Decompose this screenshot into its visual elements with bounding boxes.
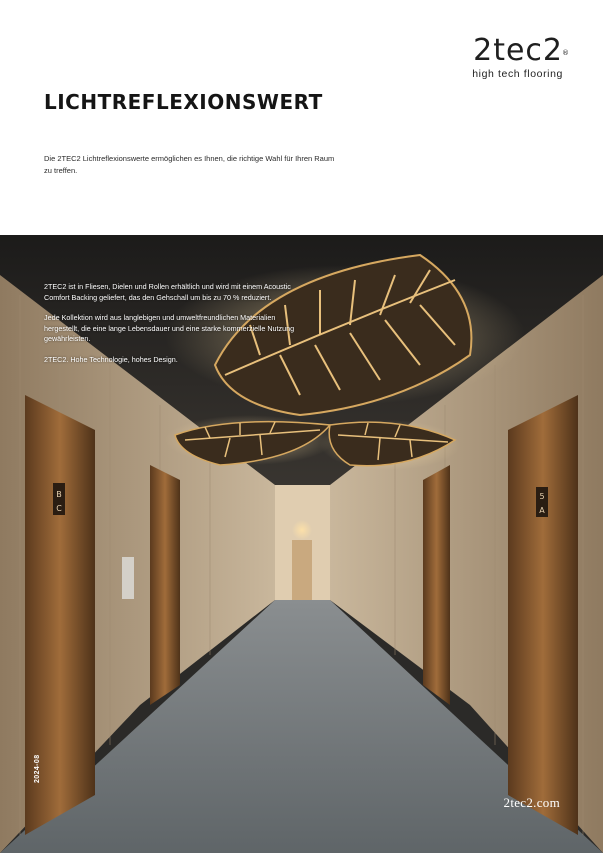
overlay-paragraph: 2TEC2. Hohe Technologie, hohes Design.: [44, 354, 178, 364]
registered-mark: ®: [562, 49, 570, 57]
elevator-sign-c: C: [56, 504, 62, 513]
leaf-light-small-left: [165, 415, 335, 465]
keypad-panel: [122, 557, 134, 599]
elevator-sign-b: B: [56, 490, 62, 499]
logo-wordmark: 2tec2 ®: [473, 33, 570, 68]
elevator-sign-5: 5: [539, 492, 545, 501]
hero-image: [0, 235, 603, 853]
hero-text-overlay: [44, 282, 304, 375]
logo-tagline: high tech flooring: [472, 68, 563, 80]
page-title: LICHTREFLEXIONSWERT: [44, 90, 323, 114]
overlay-paragraph: 2TEC2 ist in Fliesen, Dielen und Rollen erhältlich und wird mit einem Acoustic Comfort Backing geliefert, das den Gehschall um bis zu 70 % reduziert.: [44, 282, 291, 302]
website-link[interactable]: 2tec2.com: [503, 795, 560, 810]
brand-logo[interactable]: [472, 33, 570, 80]
leaf-light-small-right: [320, 420, 460, 470]
overlay-paragraph: Jede Kollektion wird aus langlebigen und umweltfreundlichen Materialien hergestellt, die eine lange Lebensdauer und eine starke kommerzielle Nutzung gewährleisten.: [44, 313, 295, 343]
publication-date: 2024-08: [34, 754, 41, 783]
elevator-sign-a: A: [539, 506, 545, 515]
intro-text: Die 2TEC2 Lichtreflexionswerte ermöglichen es Ihnen, die richtige Wahl für Ihren Raum zu treffen.: [44, 154, 335, 175]
